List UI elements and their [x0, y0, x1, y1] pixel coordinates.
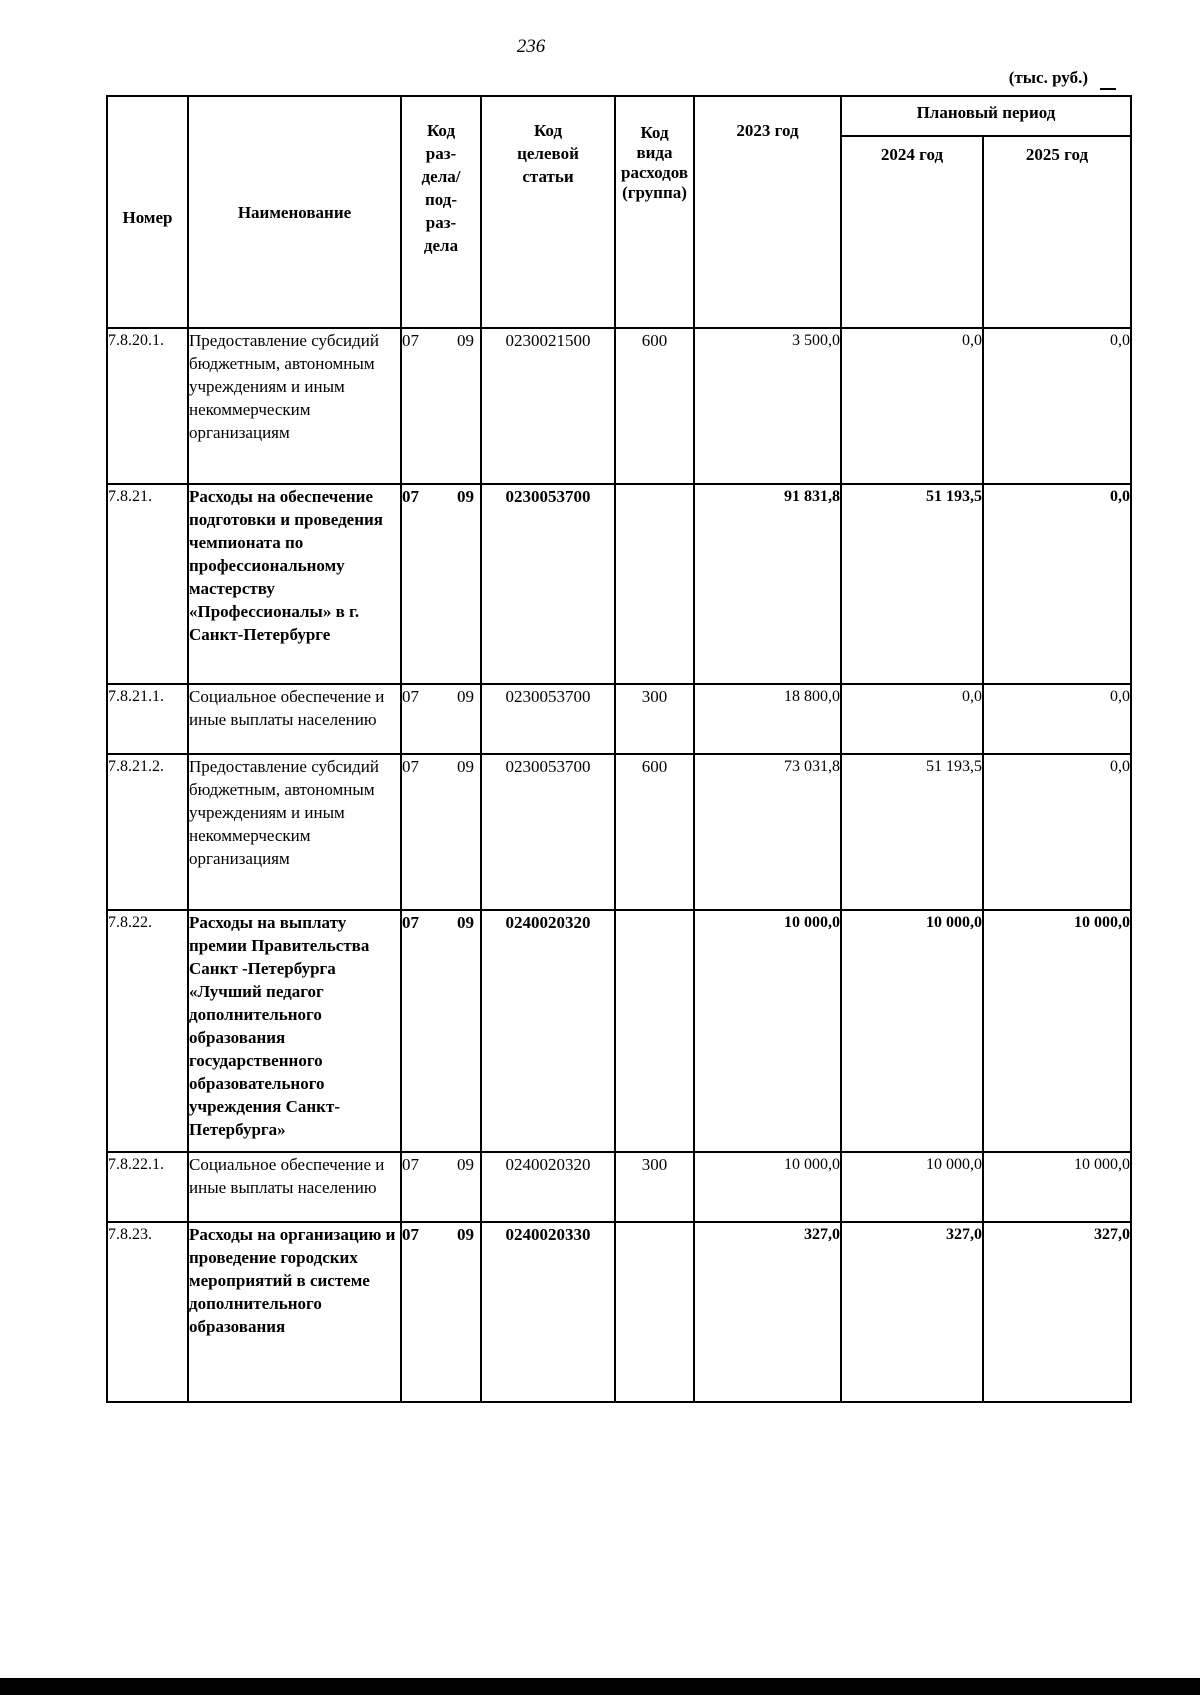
table-row — [107, 684, 1131, 754]
page-number: 236 — [516, 36, 546, 57]
row-section-code — [401, 484, 481, 684]
row-expense-code — [615, 910, 694, 1152]
row-number: 7.8.21.1. — [107, 684, 188, 754]
row-expense-code: 300 — [615, 1152, 694, 1222]
row-expense-code: 600 — [615, 328, 694, 484]
row-amount-2023: 18 800,0 — [694, 684, 841, 754]
row-amount-2024: 10 000,0 — [841, 1152, 983, 1222]
row-name: Социальное обеспечение и иные выплаты населению — [188, 1152, 401, 1222]
header-2024: 2024 год — [841, 136, 983, 328]
subsection-code: 09 — [457, 1155, 474, 1174]
row-amount-2024: 0,0 — [841, 328, 983, 484]
row-name: Предоставление субсидий бюджетным, автономным учреждениям и иным некоммерческим организациям — [188, 754, 401, 910]
section-code: 07 — [402, 1225, 419, 1244]
row-amount-2024: 0,0 — [841, 684, 983, 754]
row-name: Предоставление субсидий бюджетным, автономным учреждениям и иным некоммерческим организациям — [188, 328, 401, 484]
row-amount-2024: 51 193,5 — [841, 754, 983, 910]
row-expense-code — [615, 1222, 694, 1402]
row-expense-code: 600 — [615, 754, 694, 910]
row-amount-2023: 73 031,8 — [694, 754, 841, 910]
row-name: Расходы на организацию и проведение городских мероприятий в системе дополнительного образования — [188, 1222, 401, 1402]
row-section-code — [401, 910, 481, 1152]
table-body — [107, 328, 1131, 1402]
subsection-code: 09 — [457, 757, 474, 776]
row-amount-2024: 51 193,5 — [841, 484, 983, 684]
header-expense-code: Код вида расходов (группа) — [615, 96, 694, 328]
row-section-code — [401, 754, 481, 910]
row-amount-2023: 327,0 — [694, 1222, 841, 1402]
row-amount-2025: 0,0 — [983, 684, 1131, 754]
table-row — [107, 754, 1131, 910]
row-target-code: 0240020320 — [481, 910, 615, 1152]
row-name: Расходы на выплату премии Правительства Санкт -Петербурга «Лучший педагог дополнительного образования государственного образовательного учреждения Санкт-Петербурга» — [188, 910, 401, 1152]
row-section-code — [401, 328, 481, 484]
row-amount-2025: 0,0 — [983, 754, 1131, 910]
row-amount-2025: 327,0 — [983, 1222, 1131, 1402]
table-row — [107, 910, 1131, 1152]
table-row — [107, 328, 1131, 484]
units-dash — [1100, 88, 1116, 90]
subsection-code: 09 — [457, 487, 474, 506]
row-section-code — [401, 1152, 481, 1222]
header-section-code: Код раз- дела/ под- раз- дела — [401, 96, 481, 328]
table-row — [107, 1152, 1131, 1222]
header-name: Наименование — [188, 96, 401, 328]
row-amount-2025: 10 000,0 — [983, 910, 1131, 1152]
subsection-code: 09 — [457, 331, 474, 350]
budget-table — [106, 95, 1132, 1403]
subsection-code: 09 — [457, 687, 474, 706]
row-target-code: 0230053700 — [481, 754, 615, 910]
row-target-code: 0230053700 — [481, 684, 615, 754]
header-planned-period: Плановый период — [841, 96, 1131, 136]
row-section-code — [401, 684, 481, 754]
row-number: 7.8.23. — [107, 1222, 188, 1402]
section-code: 07 — [402, 913, 419, 932]
table-row — [107, 1222, 1131, 1402]
header-target-code: Код целевой статьи — [481, 96, 615, 328]
subsection-code: 09 — [457, 913, 474, 932]
row-amount-2023: 91 831,8 — [694, 484, 841, 684]
row-target-code: 0230021500 — [481, 328, 615, 484]
table-header — [107, 96, 1131, 328]
table-row — [107, 484, 1131, 684]
row-amount-2025: 0,0 — [983, 328, 1131, 484]
row-expense-code — [615, 484, 694, 684]
row-amount-2024: 327,0 — [841, 1222, 983, 1402]
header-2025: 2025 год — [983, 136, 1131, 328]
row-amount-2024: 10 000,0 — [841, 910, 983, 1152]
row-name: Расходы на обеспечение подготовки и проведения чемпионата по профессиональному мастерству «Профессионалы» в г. Санкт-Петербурге — [188, 484, 401, 684]
row-expense-code: 300 — [615, 684, 694, 754]
row-number: 7.8.20.1. — [107, 328, 188, 484]
header-number: Номер — [107, 96, 188, 328]
row-target-code: 0240020320 — [481, 1152, 615, 1222]
row-number: 7.8.21. — [107, 484, 188, 684]
header-2023: 2023 год — [694, 96, 841, 328]
row-number: 7.8.21.2. — [107, 754, 188, 910]
section-code: 07 — [402, 487, 419, 506]
row-amount-2025: 10 000,0 — [983, 1152, 1131, 1222]
row-amount-2023: 10 000,0 — [694, 1152, 841, 1222]
row-name: Социальное обеспечение и иные выплаты населению — [188, 684, 401, 754]
row-number: 7.8.22. — [107, 910, 188, 1152]
section-code: 07 — [402, 331, 419, 350]
units-label: (тыс. руб.) — [1008, 68, 1088, 87]
subsection-code: 09 — [457, 1225, 474, 1244]
row-amount-2023: 10 000,0 — [694, 910, 841, 1152]
section-code: 07 — [402, 1155, 419, 1174]
row-number: 7.8.22.1. — [107, 1152, 188, 1222]
row-amount-2025: 0,0 — [983, 484, 1131, 684]
scan-bottom-edge — [0, 1678, 1200, 1695]
section-code: 07 — [402, 757, 419, 776]
row-target-code: 0230053700 — [481, 484, 615, 684]
row-amount-2023: 3 500,0 — [694, 328, 841, 484]
section-code: 07 — [402, 687, 419, 706]
row-section-code — [401, 1222, 481, 1402]
row-target-code: 0240020330 — [481, 1222, 615, 1402]
